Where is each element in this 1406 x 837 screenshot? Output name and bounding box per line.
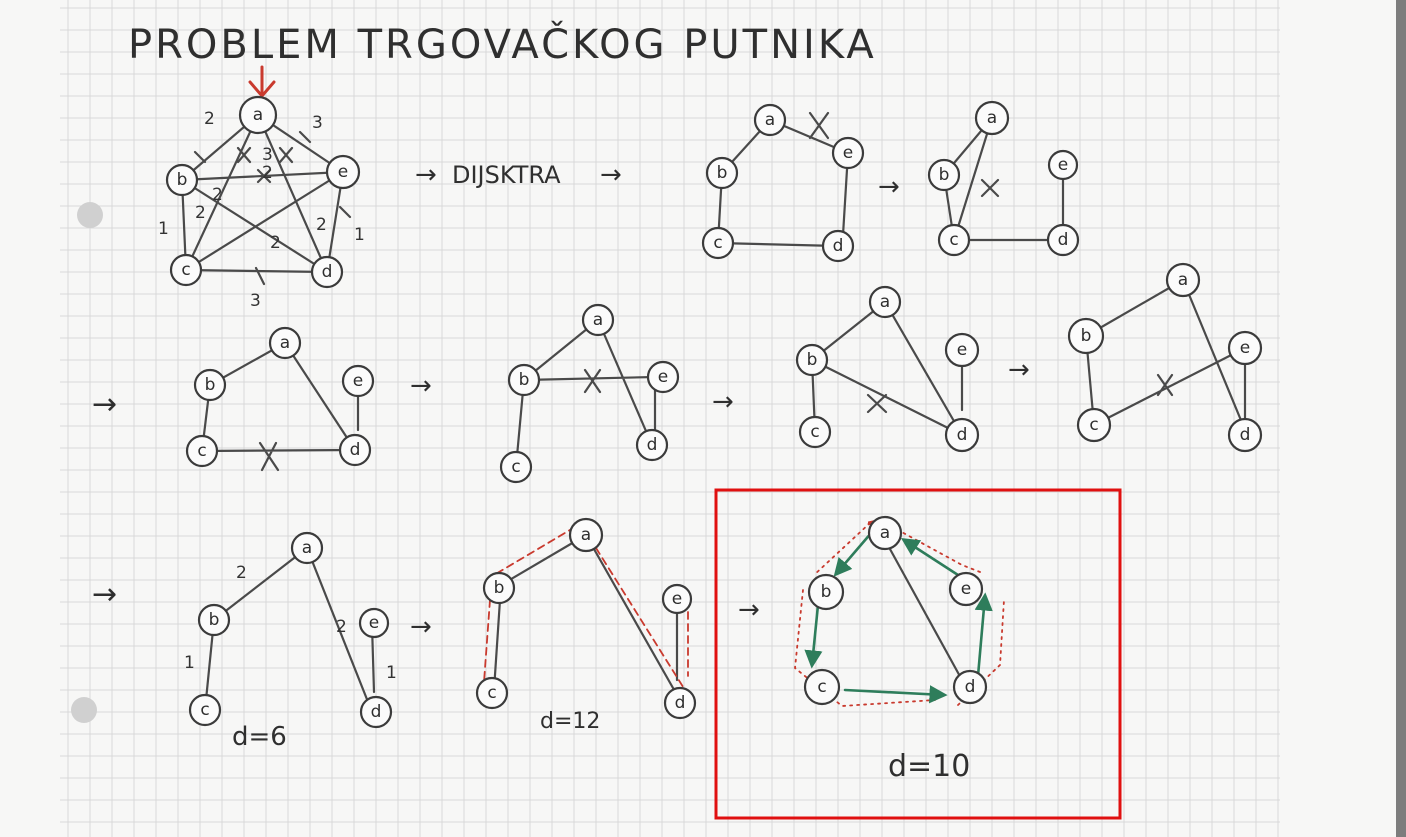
doubled-distance: d=12 — [540, 709, 601, 734]
svg-text:c: c — [817, 677, 827, 697]
node-b — [167, 165, 197, 195]
scrollbar[interactable] — [1396, 0, 1406, 837]
arrow-icon: → — [600, 160, 622, 190]
page-title: PROBLEM TRGOVAČKOG PUTNIKA — [128, 22, 877, 68]
arrow-icon: → — [415, 160, 437, 190]
svg-text:b: b — [176, 170, 188, 190]
tree-distance: d=6 — [232, 722, 287, 752]
svg-text:b: b — [208, 610, 220, 630]
svg-text:c: c — [511, 457, 521, 477]
svg-text:d: d — [646, 435, 658, 455]
edge-weight: 2 — [336, 617, 347, 637]
edge-weight: 2 — [316, 215, 327, 235]
svg-text:e: e — [842, 143, 854, 163]
node-c — [171, 255, 201, 285]
svg-text:e: e — [671, 589, 683, 609]
svg-text:a: a — [279, 333, 291, 353]
edge-weight: 2 — [262, 163, 273, 183]
edge-weight: 1 — [386, 663, 397, 683]
edge-weight: 3 — [250, 291, 261, 311]
svg-text:e: e — [956, 340, 968, 360]
svg-text:e: e — [1057, 155, 1069, 175]
svg-text:b: b — [938, 165, 950, 185]
svg-text:c: c — [181, 260, 191, 280]
edge-weight: 2 — [195, 203, 206, 223]
svg-text:b: b — [716, 163, 728, 183]
svg-text:a: a — [764, 110, 776, 130]
svg-text:c: c — [949, 230, 959, 250]
svg-text:a: a — [252, 105, 264, 125]
svg-text:a: a — [301, 538, 313, 558]
svg-text:e: e — [352, 371, 364, 391]
svg-text:c: c — [197, 441, 207, 461]
arrow-icon: → — [1008, 355, 1030, 385]
svg-text:b: b — [1080, 326, 1092, 346]
svg-text:a: a — [879, 292, 891, 312]
edge-weight: 2 — [236, 563, 247, 583]
svg-text:d: d — [832, 236, 844, 256]
svg-text:e: e — [1239, 338, 1251, 358]
algorithm-name: DIJSKTRA — [452, 161, 561, 189]
arrow-icon: → — [712, 387, 734, 417]
svg-text:e: e — [657, 367, 669, 387]
svg-text:e: e — [960, 579, 972, 599]
svg-text:d: d — [370, 702, 382, 722]
edge-weight: 1 — [184, 653, 195, 673]
svg-text:b: b — [493, 578, 505, 598]
svg-text:a: a — [592, 310, 604, 330]
punch-hole — [71, 697, 97, 723]
arrow-icon: → — [878, 172, 900, 202]
edge-weight: 1 — [354, 225, 365, 245]
edge-weight: 2 — [204, 109, 215, 129]
edge-weight: 3 — [262, 145, 273, 165]
edge-weight: 3 — [312, 113, 323, 133]
svg-text:d: d — [349, 440, 361, 460]
svg-text:d: d — [1057, 230, 1069, 250]
svg-text:a: a — [580, 525, 592, 545]
arrow-icon: → — [410, 371, 432, 401]
svg-text:c: c — [1089, 415, 1099, 435]
edge-weight: 2 — [270, 233, 281, 253]
node-e — [327, 156, 359, 188]
svg-text:a: a — [1177, 270, 1189, 290]
svg-text:c: c — [713, 233, 723, 253]
node-d — [312, 257, 342, 287]
svg-text:d: d — [956, 425, 968, 445]
arrow-icon: → — [92, 387, 118, 422]
punch-hole — [77, 202, 103, 228]
svg-text:a: a — [879, 523, 891, 543]
arrow-icon: → — [738, 595, 760, 625]
arrow-icon: → — [410, 612, 432, 642]
final-distance: d=10 — [888, 749, 971, 784]
svg-text:d: d — [321, 262, 333, 282]
svg-text:d: d — [1239, 425, 1251, 445]
svg-text:d: d — [964, 677, 976, 697]
svg-text:b: b — [820, 582, 832, 602]
edge-weight: 2 — [212, 185, 223, 205]
svg-text:e: e — [337, 162, 349, 182]
node-a — [240, 97, 276, 133]
svg-text:b: b — [518, 370, 530, 390]
svg-text:c: c — [810, 422, 820, 442]
svg-text:c: c — [487, 683, 497, 703]
svg-text:b: b — [806, 350, 818, 370]
arrow-icon: → — [92, 577, 118, 612]
edge-weight: 1 — [158, 219, 169, 239]
svg-text:b: b — [204, 375, 216, 395]
svg-text:a: a — [986, 108, 998, 128]
svg-text:c: c — [200, 700, 210, 720]
svg-text:e: e — [368, 613, 380, 633]
svg-text:d: d — [674, 693, 686, 713]
